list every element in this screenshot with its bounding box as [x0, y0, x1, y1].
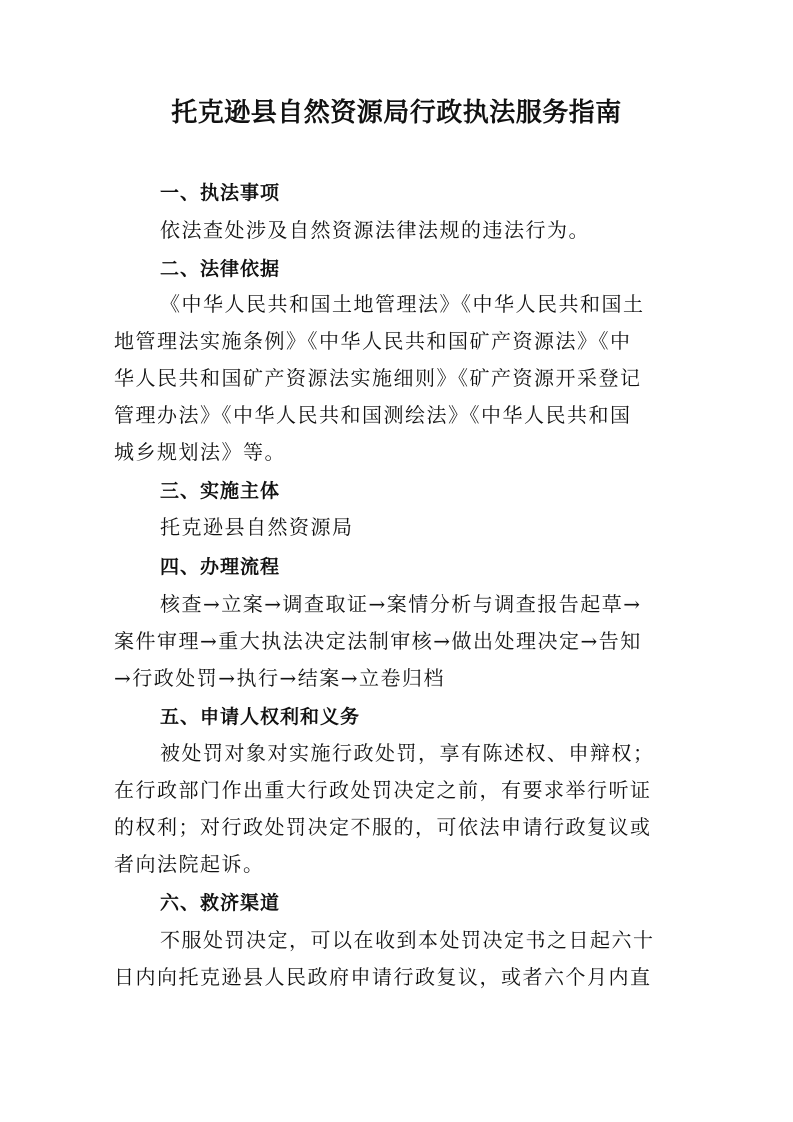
section-heading-6: 六、救济渠道 [160, 892, 281, 914]
section-2-line-5: 城乡规划法》等。 [114, 440, 286, 464]
section-4-line-2: 案件审理→重大执法决定法制审核→做出处理决定→告知 [114, 629, 642, 653]
section-4-line-3: →行政处罚→执行→结案→立卷归档 [114, 666, 446, 690]
page-title: 托克逊县自然资源局行政执法服务指南 [171, 98, 622, 128]
section-5-line-3: 的权利；对行政处罚决定不服的，可依法申请行政复议或 [114, 815, 652, 839]
section-heading-2: 二、法律依据 [160, 258, 281, 280]
section-1-line-1: 依法查处涉及自然资源法律法规的违法行为。 [160, 218, 590, 242]
section-heading-3: 三、实施主体 [160, 480, 281, 502]
section-2-line-4: 管理办法》《中华人民共和国测绘法》《中华人民共和国 [114, 403, 632, 427]
section-2-line-3: 华人民共和国矿产资源法实施细则》《矿产资源开采登记 [114, 366, 642, 390]
section-5-line-1: 被处罚对象对实施行政处罚，享有陈述权、申辩权； [160, 741, 655, 765]
section-2-line-2: 地管理法实施条例》《中华人民共和国矿产资源法》《中 [114, 329, 632, 353]
section-6-line-2: 日内向托克逊县人民政府申请行政复议，或者六个月内直 [114, 965, 652, 989]
section-heading-5: 五、申请人权利和义务 [160, 706, 361, 728]
section-3-line-1: 托克逊县自然资源局 [160, 515, 354, 539]
section-5-line-2: 在行政部门作出重大行政处罚决定之前，有要求举行听证 [114, 778, 652, 802]
section-5-line-4: 者向法院起诉。 [114, 852, 265, 876]
section-6-line-1: 不服处罚决定，可以在收到本处罚决定书之日起六十 [160, 928, 655, 952]
section-heading-4: 四、办理流程 [160, 556, 281, 578]
section-4-line-1: 核查→立案→调查取证→案情分析与调查报告起草→ [160, 592, 642, 616]
section-heading-1: 一、执法事项 [160, 182, 281, 204]
section-2-line-1: 《中华人民共和国土地管理法》《中华人民共和国土 [160, 292, 645, 316]
